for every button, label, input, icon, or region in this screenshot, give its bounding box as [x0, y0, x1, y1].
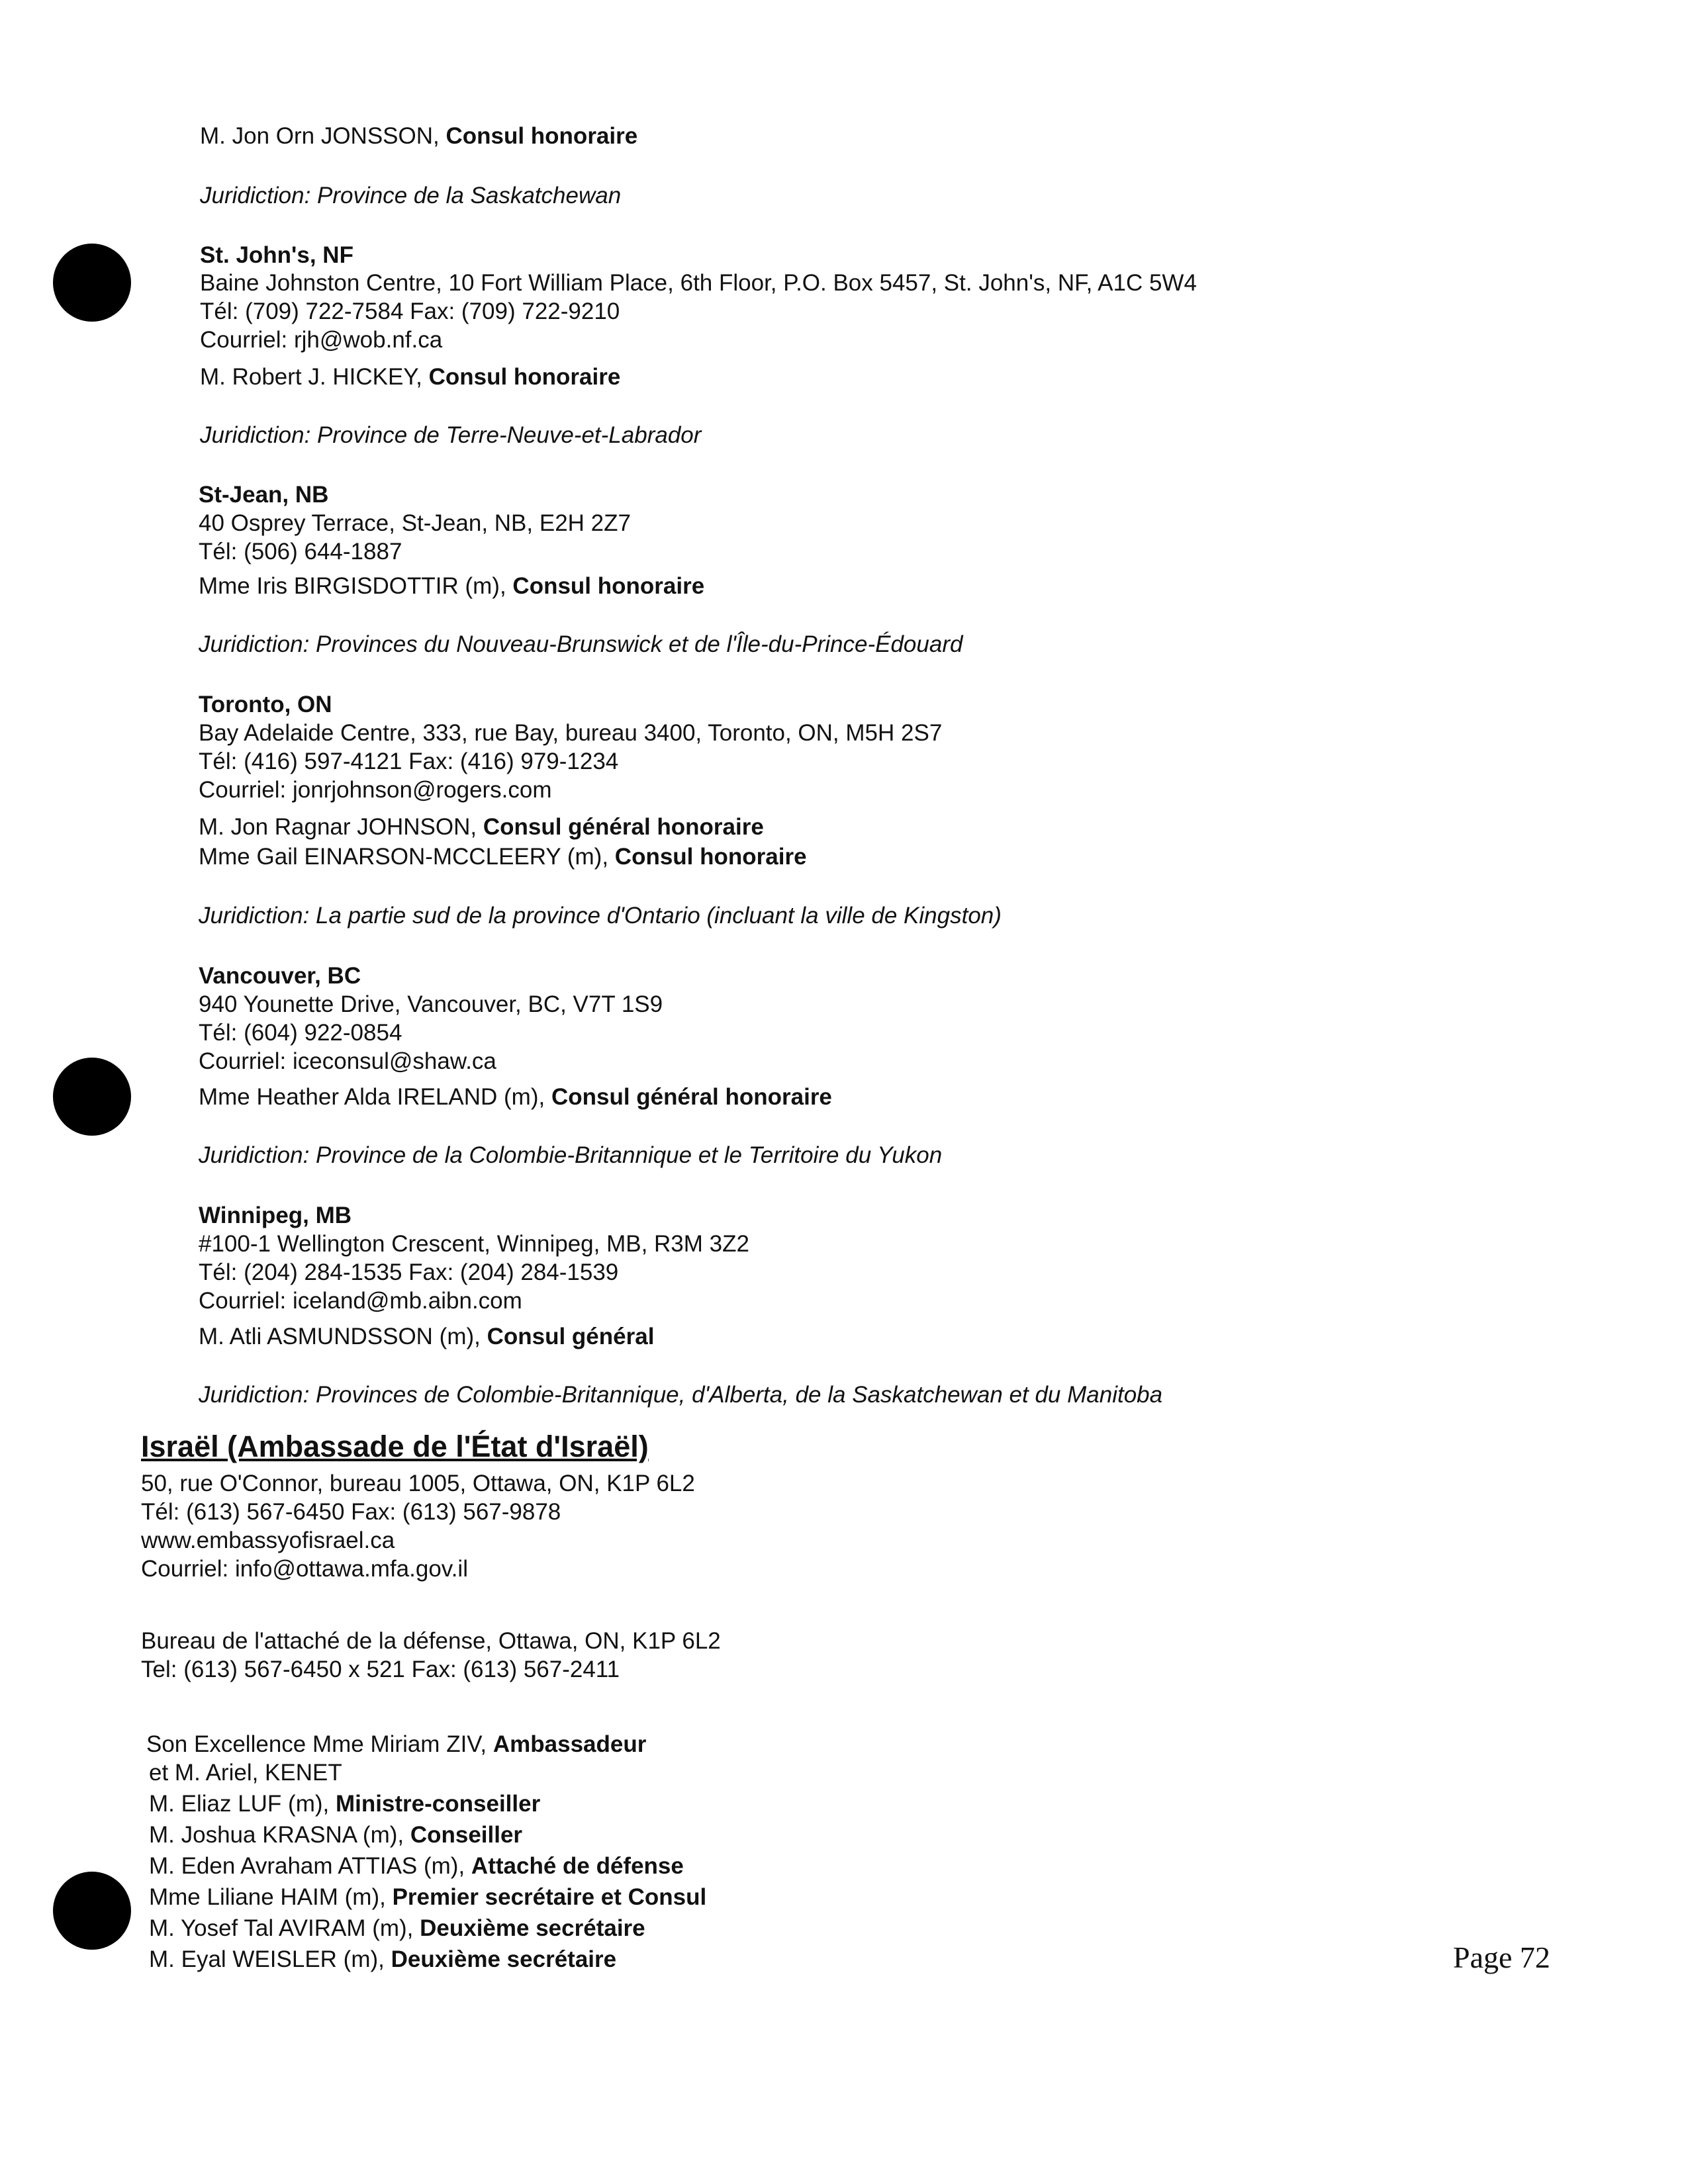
consulate-city: St-Jean, NB [199, 482, 329, 508]
email-line: Courriel: iceland@mb.aibn.com [199, 1288, 522, 1314]
person-line: Mme Gail EINARSON-MCCLEERY (m), Consul honoraire [199, 844, 807, 870]
address-line: Bay Adelaide Centre, 333, rue Bay, bureau 3400, Toronto, ON, M5H 2S7 [199, 720, 943, 746]
consulate-city: Vancouver, BC [199, 963, 361, 989]
jurisdiction-line: Juridiction: La partie sud de la province d'Ontario (incluant la ville de Kingston) [199, 903, 1002, 929]
person-line: Mme Heather Alda IRELAND (m), Consul général honoraire [199, 1084, 832, 1110]
email-line: Courriel: jonrjohnson@rogers.com [199, 777, 552, 803]
embassy-address: 50, rue O'Connor, bureau 1005, Ottawa, ON, K1P 6L2 [141, 1471, 695, 1496]
consulate-city: Winnipeg, MB [199, 1203, 352, 1228]
person-line: Mme Iris BIRGISDOTTIR (m), Consul honoraire [199, 573, 705, 599]
embassy-phone: Tél: (613) 567-6450 Fax: (613) 567-9878 [141, 1499, 561, 1525]
phone-line: Tél: (604) 922-0854 [199, 1020, 402, 1046]
address-line: 40 Osprey Terrace, St-Jean, NB, E2H 2Z7 [199, 510, 631, 536]
phone-line: Tél: (709) 722-7584 Fax: (709) 722-9210 [200, 298, 620, 324]
phone-line: Tél: (204) 284-1535 Fax: (204) 284-1539 [199, 1259, 619, 1285]
consulate-city: Toronto, ON [199, 692, 332, 717]
staff-line: M. Yosef Tal AVIRAM (m), Deuxième secrétaire [149, 1915, 645, 1941]
phone-line: Tél: (416) 597-4121 Fax: (416) 979-1234 [199, 749, 619, 774]
ambassador-line: Son Excellence Mme Miriam ZIV, Ambassadeur [146, 1731, 647, 1757]
phone-line: Tél: (506) 644-1887 [199, 539, 402, 565]
embassy-website: www.embassyofisrael.ca [141, 1527, 395, 1553]
address-line: #100-1 Wellington Crescent, Winnipeg, MB, R3M 3Z2 [199, 1231, 749, 1257]
email-line: Courriel: iceconsul@shaw.ca [199, 1048, 496, 1074]
punch-hole-bottom [53, 1872, 131, 1950]
page-number: Page 72 [1453, 1940, 1550, 1974]
staff-line: M. Joshua KRASNA (m), Conseiller [149, 1822, 523, 1848]
staff-line: M. Eliaz LUF (m), Ministre-conseiller [149, 1791, 541, 1817]
address-line: 940 Younette Drive, Vancouver, BC, V7T 1S9 [199, 991, 663, 1017]
spouse-line: et M. Ariel, KENET [149, 1760, 342, 1786]
consulate-city: St. John's, NF [200, 242, 353, 268]
staff-line: M. Eyal WEISLER (m), Deuxième secrétaire [149, 1946, 617, 1972]
punch-hole-top [53, 244, 131, 322]
email-line: Courriel: rjh@wob.nf.ca [200, 327, 443, 353]
defense-office-address: Bureau de l'attaché de la défense, Ottawa, ON, K1P 6L2 [141, 1628, 721, 1654]
staff-line: M. Eden Avraham ATTIAS (m), Attaché de défense [149, 1853, 684, 1879]
person-line: M. Atli ASMUNDSSON (m), Consul général [199, 1324, 655, 1349]
person-line: M. Jon Ragnar JOHNSON, Consul général honoraire [199, 814, 764, 840]
country-heading: Israël (Ambassade de l'État d'Israël) [141, 1430, 649, 1463]
embassy-email: Courriel: info@ottawa.mfa.gov.il [141, 1556, 468, 1582]
person-line: M. Robert J. HICKEY, Consul honoraire [200, 364, 621, 390]
jurisdiction-line: Juridiction: Provinces du Nouveau-Brunswick et de l'Île-du-Prince-Édouard [199, 631, 963, 657]
jurisdiction-line: Juridiction: Province de la Colombie-Britannique et le Territoire du Yukon [199, 1142, 943, 1168]
jurisdiction-line: Juridiction: Province de Terre-Neuve-et-Labrador [200, 422, 702, 448]
staff-line: Mme Liliane HAIM (m), Premier secrétaire et Consul [149, 1884, 707, 1910]
defense-office-phone: Tel: (613) 567-6450 x 521 Fax: (613) 567-2411 [141, 1657, 620, 1682]
jurisdiction-line: Juridiction: Provinces de Colombie-Britannique, d'Alberta, de la Saskatchewan et du Manitoba [199, 1382, 1163, 1408]
address-line: Baine Johnston Centre, 10 Fort William Place, 6th Floor, P.O. Box 5457, St. John's, NF, A1C 5W4 [200, 270, 1197, 296]
jurisdiction-line: Juridiction: Province de la Saskatchewan [200, 183, 622, 208]
person-line: M. Jon Orn JONSSON, Consul honoraire [200, 123, 638, 149]
punch-hole-middle [53, 1058, 131, 1136]
